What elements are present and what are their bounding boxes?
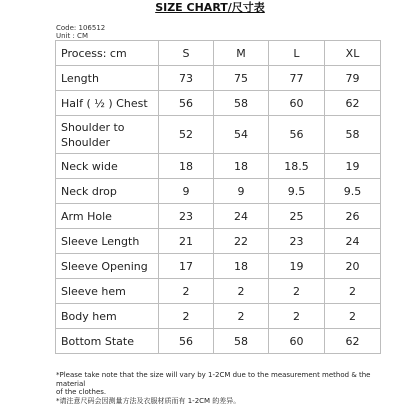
cell-value: 24: [325, 229, 381, 254]
cell-value: 9.5: [325, 179, 381, 204]
table-row: [56, 154, 381, 179]
cell-value: 9.5: [269, 179, 325, 204]
cell-value: 58: [325, 116, 381, 154]
header-cell-xl: XL: [325, 41, 381, 66]
cell-value: 2: [269, 279, 325, 304]
row-label: Length: [56, 66, 159, 91]
cell-value: 26: [325, 204, 381, 229]
cell-value: 77: [269, 66, 325, 91]
cell-value: 75: [214, 66, 269, 91]
row-label: Sleeve Length: [56, 229, 159, 254]
table-row: [56, 279, 381, 304]
table-row: [56, 179, 381, 204]
cell-value: 24: [214, 204, 269, 229]
cell-value: 62: [325, 91, 381, 116]
cell-value: 23: [159, 204, 214, 229]
row-label: Neck wide: [56, 154, 159, 179]
table-row: [56, 329, 381, 354]
cell-value: 9: [159, 179, 214, 204]
table-header-row: [56, 41, 381, 66]
row-label: Sleeve hem: [56, 279, 159, 304]
cell-value: 17: [159, 254, 214, 279]
cell-value: 56: [159, 91, 214, 116]
cell-value: 2: [325, 304, 381, 329]
cell-value: 60: [269, 91, 325, 116]
cell-value: 62: [325, 329, 381, 354]
note-english-line2: of the clothes.: [56, 388, 107, 396]
cell-value: 52: [159, 116, 214, 154]
cell-value: 21: [159, 229, 214, 254]
row-label: Body hem: [56, 304, 159, 329]
cell-value: 22: [214, 229, 269, 254]
table-row: [56, 304, 381, 329]
row-label: Arm Hole: [56, 204, 159, 229]
header-cell-s: S: [159, 41, 214, 66]
row-label: Bottom State: [56, 329, 159, 354]
cell-value: 54: [214, 116, 269, 154]
cell-value: 9: [214, 179, 269, 204]
cell-value: 56: [159, 329, 214, 354]
cell-value: 2: [214, 304, 269, 329]
cell-value: 2: [214, 279, 269, 304]
cell-value: 79: [325, 66, 381, 91]
cell-value: 2: [159, 304, 214, 329]
table-row: [56, 254, 381, 279]
cell-value: 2: [269, 304, 325, 329]
page-title: SIZE CHART/尺寸表: [155, 1, 265, 14]
cell-value: 20: [325, 254, 381, 279]
table-row: [56, 91, 381, 116]
cell-value: 19: [325, 154, 381, 179]
cell-value: 25: [269, 204, 325, 229]
row-label: Neck drop: [56, 179, 159, 204]
product-code: Code: 106512: [56, 24, 106, 32]
measurement-note: [56, 371, 378, 405]
header-cell-process: Process: cm: [56, 41, 159, 66]
cell-value: 19: [269, 254, 325, 279]
cell-value: 18: [214, 254, 269, 279]
note-english-line1: *Please take note that the size will vary by 1-2CM due to the measurement method & the material: [56, 371, 371, 388]
header-cell-l: L: [269, 41, 325, 66]
cell-value: 23: [269, 229, 325, 254]
row-label: Half ( ½ ) Chest: [56, 91, 159, 116]
note-chinese: *请注意尺码会因测量方法及衣服材质而有 1-2CM 的差异。: [56, 396, 241, 405]
table-row: [56, 66, 381, 91]
table-row: [56, 229, 381, 254]
cell-value: 18.5: [269, 154, 325, 179]
cell-value: 2: [159, 279, 214, 304]
cell-value: 58: [214, 91, 269, 116]
cell-value: 56: [269, 116, 325, 154]
cell-value: 2: [325, 279, 381, 304]
cell-value: 58: [214, 329, 269, 354]
row-label: Shoulder to Shoulder: [56, 116, 159, 154]
size-chart-table: [55, 40, 381, 354]
cell-value: 18: [159, 154, 214, 179]
unit-label: Unit : CM: [56, 32, 88, 40]
cell-value: 73: [159, 66, 214, 91]
cell-value: 18: [214, 154, 269, 179]
table-row: [56, 204, 381, 229]
row-label: Sleeve Opening: [56, 254, 159, 279]
header-cell-m: M: [214, 41, 269, 66]
table-row: [56, 116, 381, 154]
cell-value: 60: [269, 329, 325, 354]
